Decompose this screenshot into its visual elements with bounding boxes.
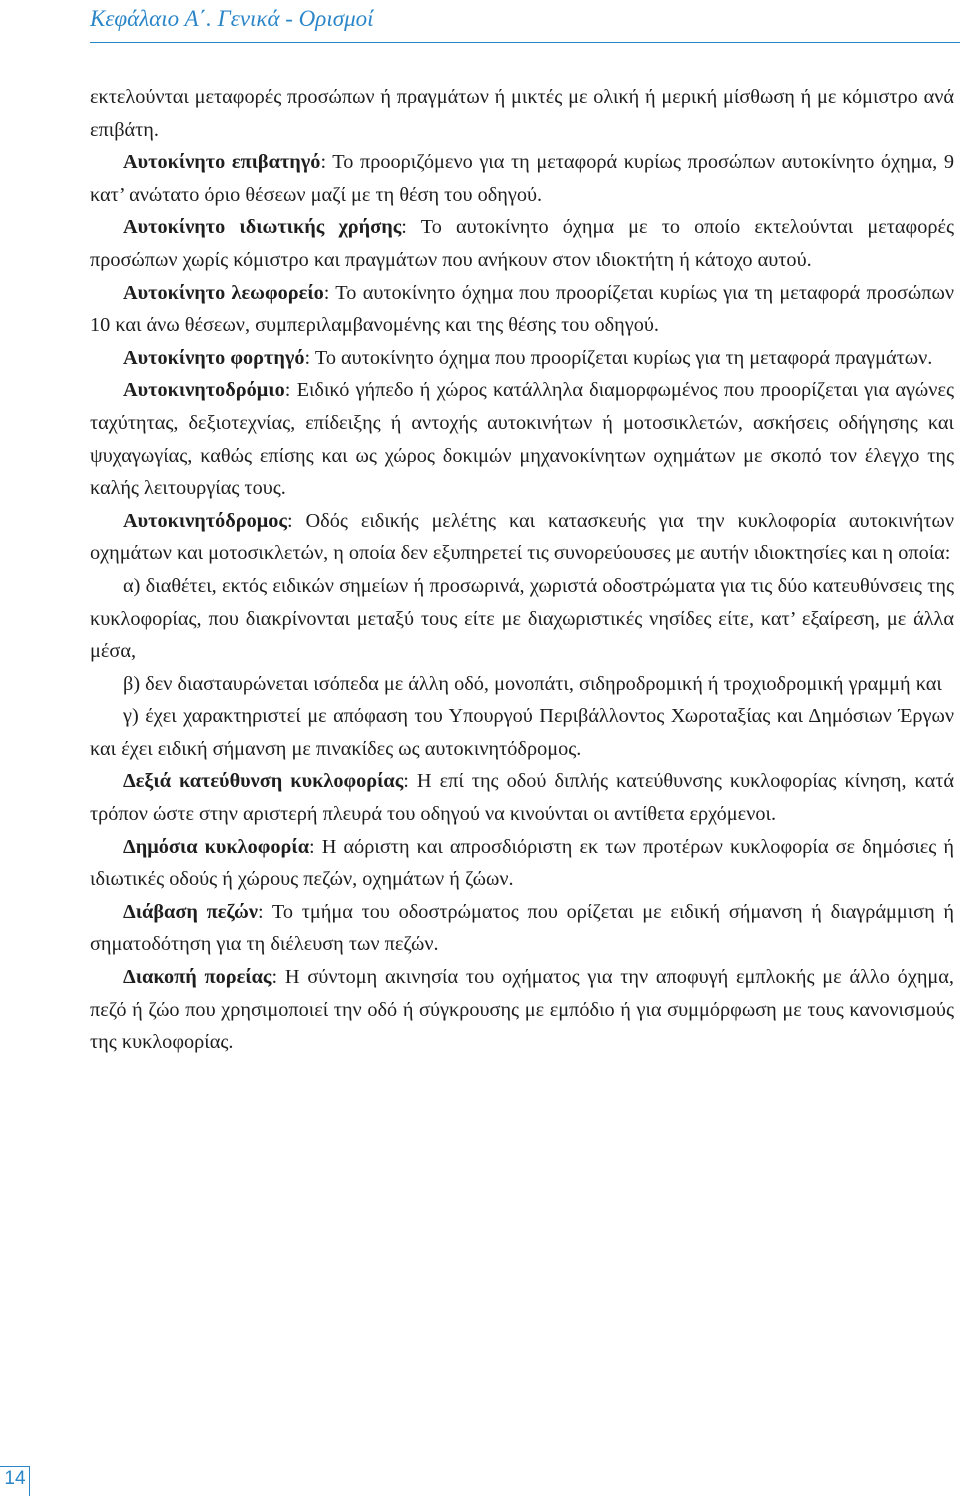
definition-text: : Ειδικό γήπεδο ή χώρος κατάλληλα διαμορφωμένος που προορίζεται για αγώνες ταχύτητας, δεξιοτεχνίας, επίδειξης ή αντοχής αυτοκινήτων ή μοτοσικλετών, ασκήσεις οδήγησης και ψυχαγωγίας, καθώς επίσης και ως χώρος δοκιμών μηχανοκίνητων οχημάτων με σκοπό τον έλεγχο της καλής λειτουργίας τους. (90, 379, 954, 500)
definition-text: : Οδός ειδικής μελέτης και κατασκευής για την κυκλοφορία αυτοκινήτων οχημάτων και μοτοσικλετών, η οποία δεν εξυπηρετεί τις συνορεύουσες με αυτήν ιδιοκτησίες και η οποία: (90, 509, 954, 565)
page-body (90, 81, 954, 1059)
definition-term: Αυτοκινητοδρόμιο (123, 379, 285, 402)
definition-text: : Το αυτοκίνητο όχημα που προορίζεται κυρίως για τη μεταφορά προσώπων 10 και άνω θέσεων, συμπεριλαμβανομένης και της θέσης του οδηγού. (90, 281, 955, 337)
paragraph-intro (90, 81, 954, 146)
definition-text: : Το τμήμα του οδοστρώματος που ορίζεται με ειδική σήμανση ή διαγράμμιση ή σηματοδότηση για τη διέλευση των πεζών. (90, 900, 954, 956)
definition-text: : Το αυτοκίνητο όχημα που προορίζεται κυρίως για τη μεταφορά πραγμάτων. (304, 346, 933, 369)
definition-term: Δημόσια κυκλοφορία (123, 835, 310, 858)
definition-term: Δεξιά κατεύθυνση κυκλοφορίας (123, 770, 404, 793)
definition-text: : Η σύντομη ακινησία του οχήματος για την αποφυγή εμπλοκής με άλλο όχημα, πεζό ή ζώο που χρησιμοποιεί την οδό ή σύγκρουσης με εμπόδιο ή για συμμόρφωση με τους κανονισμούς της κυκλοφορίας. (90, 966, 954, 1054)
definition-autokinitodromos (90, 505, 954, 570)
definition-term: Αυτοκίνητο λεωφορείο (123, 281, 324, 304)
definition-text: : Το προοριζόμενο για τη μεταφορά κυρίως προσώπων αυτοκίνητο όχημα, 9 κατ’ ανώτατο όριο θέσεων μαζί με τη θέση του οδηγού. (90, 151, 954, 206)
definition-term: Αυτοκινητόδρομος (123, 509, 287, 532)
chapter-title: Κεφάλαιο Α΄. Γενικά - Ορισμοί (90, 6, 374, 31)
definition-leoforeio (90, 277, 954, 342)
page-header (90, 4, 960, 44)
definition-term: Διάβαση πεζών (123, 900, 258, 923)
list-item-text: α) διαθέτει, εκτός ειδικών σημείων ή προσωρινά, χωριστά οδοστρώματα για τις δύο κατευθύνσεις της κυκλοφορίας, που διακρίνονται μεταξύ τους είτε με διαχωριστικές νησίδες είτε, κατ’ εξαίρεση, με άλλα μέσα, (90, 574, 954, 663)
page-number: 14 (4, 1468, 26, 1489)
list-item-b (90, 668, 954, 701)
definition-text: : Το αυτοκίνητο όχημα με το οποίο εκτελούνται μεταφορές προσώπων χωρίς κόμιστρο και πραγμάτων που ανήκουν στον ιδιοκτήτη ή κάτοχο αυτού. (90, 216, 954, 271)
definition-term: Διακοπή πορείας (123, 966, 272, 989)
definition-term: Αυτοκίνητο φορτηγό (123, 346, 305, 369)
definition-epivatigo (90, 146, 954, 211)
list-item-a (90, 570, 954, 668)
definition-idiotikis-xrisis (90, 211, 954, 276)
list-item-text: β) δεν διασταυρώνεται ισόπεδα με άλλη οδό, μονοπάτι, σιδηροδρομική ή τροχιοδρομική γραμμή και (123, 672, 942, 695)
list-item-text: γ) έχει χαρακτηριστεί με απόφαση του Υπουργού Περιβάλλοντος Χωροταξίας και Δημόσιων Έργων και έχει ειδική σήμανση με πινακίδες ως αυτοκινητόδρομος. (90, 705, 954, 760)
definition-dexia-kateuthynsi (90, 765, 954, 830)
definition-text: : Η αόριστη και απροσδιόριστη εκ των προτέρων κυκλοφορία σε δημόσιες ή ιδιωτικές οδούς ή χώρους πεζών, οχημάτων ή ζώων. (90, 835, 954, 891)
definition-term: Αυτοκίνητο ιδιωτικής χρήσης (123, 216, 402, 239)
definition-autokinitodromio (90, 374, 954, 504)
list-item-c (90, 700, 954, 765)
definition-term: Αυτοκίνητο επιβατηγό (123, 151, 321, 174)
definition-fortigo (90, 342, 954, 375)
definition-diavasi-pezon (90, 896, 954, 961)
definition-diakopi-poreias (90, 961, 954, 1059)
definition-text: : Η επί της οδού διπλής κατεύθυνσης κυκλοφορίας κίνηση, κατά τρόπον ώστε στην αριστερή πλευρά του οδηγού να κινούνται οι αντίθετα ερχόμενοι. (90, 770, 954, 826)
definition-dimosia-kykloforia (90, 831, 954, 896)
header-rule (90, 42, 960, 43)
paragraph-text: εκτελούνται μεταφορές προσώπων ή πραγμάτων ή μικτές με ολική ή μερική μίσθωση ή με κόμιστρο ανά επιβάτη. (90, 86, 954, 141)
